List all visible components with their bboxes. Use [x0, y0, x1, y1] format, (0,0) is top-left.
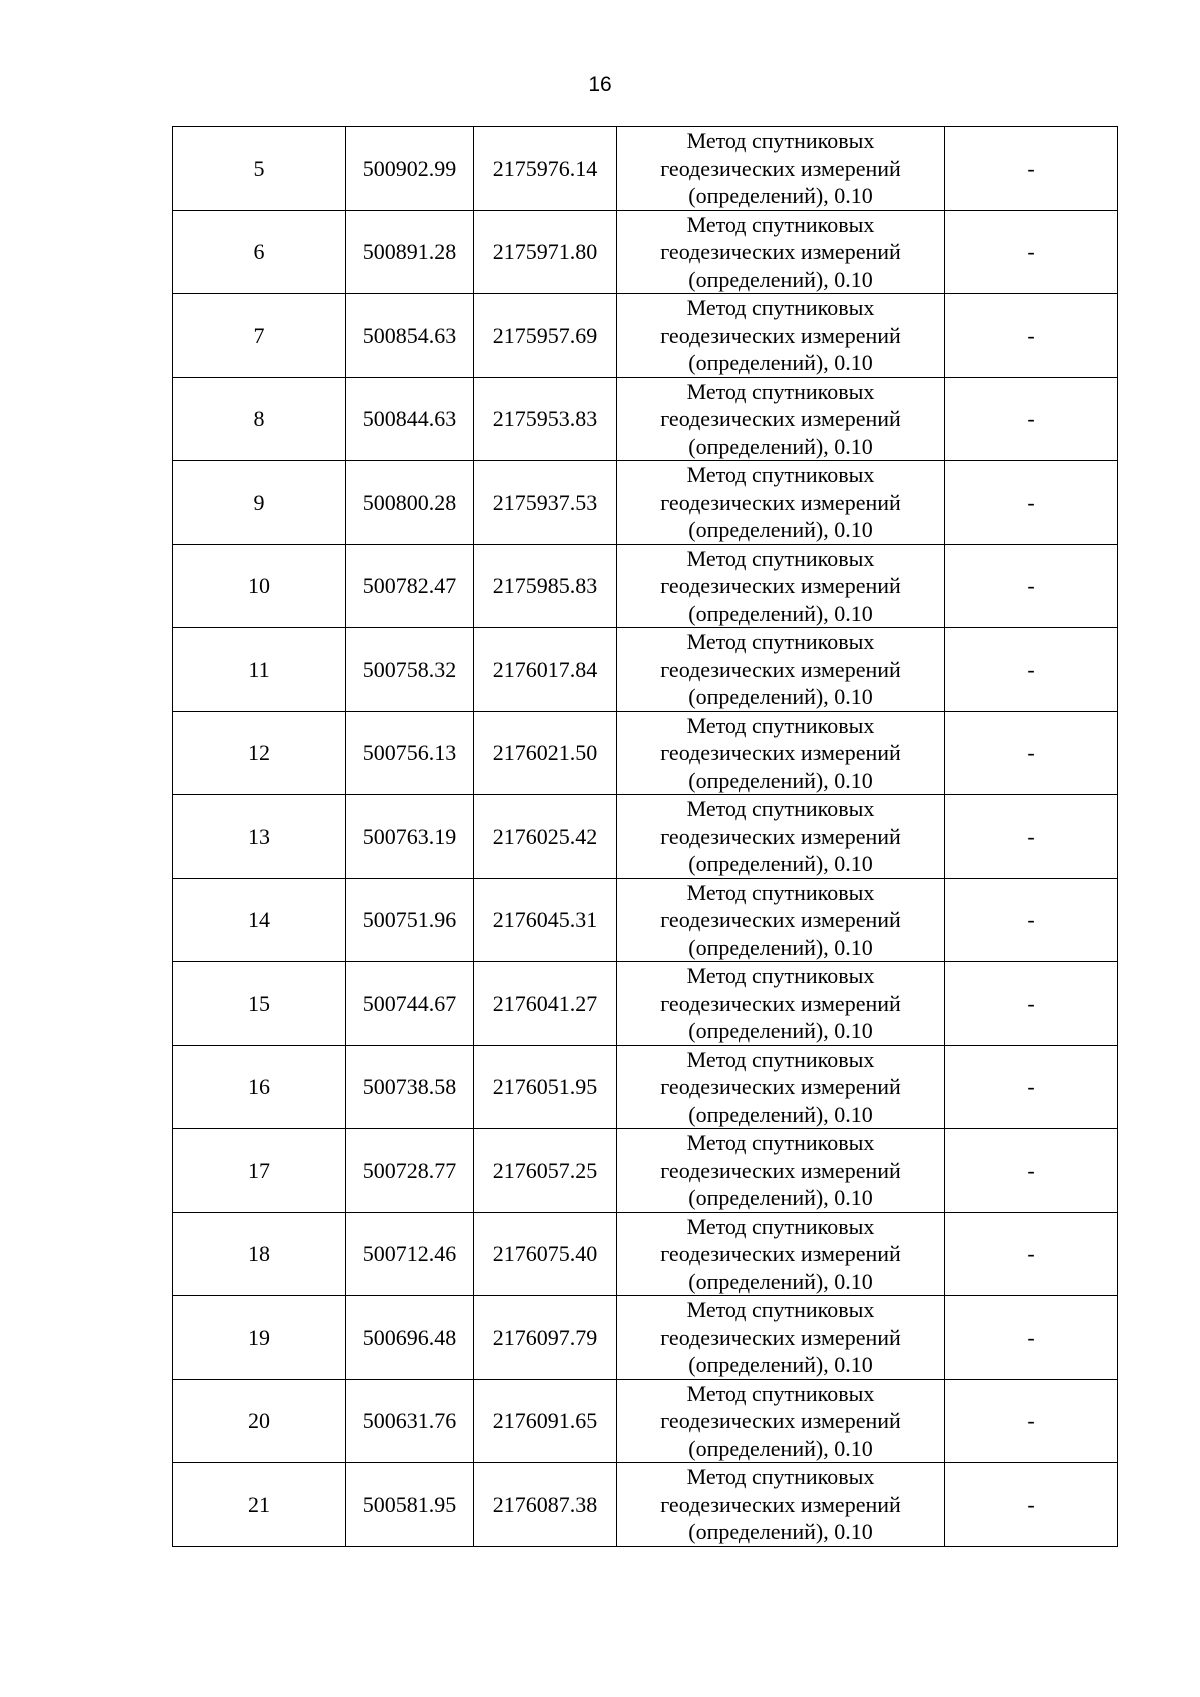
method-accuracy-cell	[617, 795, 945, 879]
y-coordinate-cell: 2175971.80	[474, 210, 617, 294]
point-number-cell: 9	[173, 461, 346, 545]
x-coordinate-cell: 500756.13	[346, 711, 474, 795]
note-cell: -	[945, 795, 1118, 879]
point-number-cell: 19	[173, 1296, 346, 1380]
method-accuracy-cell	[617, 628, 945, 712]
y-coordinate-cell: 2176087.38	[474, 1463, 617, 1547]
method-text-line: Метод спутниковых	[686, 1046, 875, 1072]
point-number-cell: 7	[173, 294, 346, 378]
page-number: 16	[588, 73, 612, 96]
method-text-line: (определений), 0.10	[688, 684, 873, 709]
method-accuracy-cell	[617, 210, 945, 294]
note-cell: -	[945, 544, 1118, 628]
x-coordinate-cell: 500758.32	[346, 628, 474, 712]
method-text-line: Метод спутниковых	[686, 629, 875, 654]
point-number-cell: 6	[173, 210, 346, 294]
x-coordinate-cell: 500844.63	[346, 377, 474, 461]
method-text-line: (определений), 0.10	[688, 1519, 873, 1544]
y-coordinate-cell: 2176045.31	[474, 878, 617, 962]
method-text-line: Метод спутниковых	[686, 128, 875, 153]
method-text-line: (определений), 0.10	[688, 851, 873, 876]
y-coordinate-cell: 2176097.79	[474, 1296, 617, 1380]
method-accuracy-cell	[617, 127, 945, 211]
method-accuracy-cell	[617, 1045, 945, 1129]
coordinates-table-body	[173, 127, 1118, 1547]
table-row	[173, 210, 1118, 294]
x-coordinate-cell: 500763.19	[346, 795, 474, 879]
note-cell: -	[945, 127, 1118, 211]
x-coordinate-cell: 500728.77	[346, 1129, 474, 1213]
point-number-cell: 18	[173, 1212, 346, 1296]
y-coordinate-cell: 2176051.95	[474, 1045, 617, 1129]
method-text-line: (определений), 0.10	[688, 1018, 873, 1043]
table-row	[173, 294, 1118, 378]
note-cell: -	[945, 461, 1118, 545]
table-row	[173, 1129, 1118, 1213]
point-number-cell: 11	[173, 628, 346, 712]
x-coordinate-cell: 500800.28	[346, 461, 474, 545]
method-text-line: Метод спутниковых	[686, 796, 875, 821]
y-coordinate-cell: 2176017.84	[474, 628, 617, 712]
note-cell: -	[945, 628, 1118, 712]
method-text-line: геодезических измерений	[660, 239, 901, 264]
method-text-line: геодезических измерений	[660, 489, 901, 515]
method-text-line: (определений), 0.10	[688, 934, 873, 960]
point-number-cell: 20	[173, 1379, 346, 1463]
method-text-line: (определений), 0.10	[688, 1268, 873, 1294]
method-text-line: (определений), 0.10	[688, 600, 873, 626]
method-text-line: (определений), 0.10	[688, 1435, 873, 1461]
method-text-line: (определений), 0.10	[688, 517, 873, 542]
y-coordinate-cell: 2176057.25	[474, 1129, 617, 1213]
note-cell: -	[945, 1296, 1118, 1380]
method-accuracy-cell	[617, 294, 945, 378]
y-coordinate-cell: 2176041.27	[474, 962, 617, 1046]
y-coordinate-cell: 2175976.14	[474, 127, 617, 211]
table-row	[173, 377, 1118, 461]
method-accuracy-cell	[617, 1296, 945, 1380]
method-text-line: (определений), 0.10	[688, 350, 873, 375]
table-row	[173, 1212, 1118, 1296]
point-number-cell: 10	[173, 544, 346, 628]
method-accuracy-cell	[617, 1463, 945, 1547]
coordinates-table	[172, 126, 1118, 1547]
method-text-line: геодезических измерений	[660, 1491, 901, 1517]
point-number-cell: 5	[173, 127, 346, 211]
method-text-line: Метод спутниковых	[686, 879, 875, 905]
y-coordinate-cell: 2176021.50	[474, 711, 617, 795]
point-number-cell: 21	[173, 1463, 346, 1547]
note-cell: -	[945, 878, 1118, 962]
y-coordinate-cell: 2176091.65	[474, 1379, 617, 1463]
method-text-line: (определений), 0.10	[688, 1185, 873, 1210]
note-cell: -	[945, 1212, 1118, 1296]
point-number-cell: 13	[173, 795, 346, 879]
method-text-line: геодезических измерений	[660, 1241, 901, 1266]
x-coordinate-cell: 500581.95	[346, 1463, 474, 1547]
method-accuracy-cell	[617, 711, 945, 795]
method-text-line: (определений), 0.10	[688, 183, 873, 208]
method-text-line: Метод спутниковых	[686, 211, 875, 237]
method-text-line: геодезических измерений	[660, 740, 901, 765]
method-text-line: Метод спутниковых	[686, 963, 875, 988]
y-coordinate-cell: 2175985.83	[474, 544, 617, 628]
table-row	[173, 1379, 1118, 1463]
table-row	[173, 544, 1118, 628]
method-text-line: геодезических измерений	[660, 656, 901, 682]
method-text-line: (определений), 0.10	[688, 1101, 873, 1127]
method-text-line: геодезических измерений	[660, 1157, 901, 1183]
method-accuracy-cell	[617, 1129, 945, 1213]
method-text-line: Метод спутниковых	[686, 1380, 875, 1406]
point-number-cell: 14	[173, 878, 346, 962]
x-coordinate-cell: 500712.46	[346, 1212, 474, 1296]
table-row	[173, 628, 1118, 712]
point-number-cell: 8	[173, 377, 346, 461]
y-coordinate-cell: 2175953.83	[474, 377, 617, 461]
x-coordinate-cell: 500891.28	[346, 210, 474, 294]
note-cell: -	[945, 1129, 1118, 1213]
method-text-line: геодезических измерений	[660, 907, 901, 932]
note-cell: -	[945, 210, 1118, 294]
method-text-line: Метод спутниковых	[686, 1464, 875, 1489]
note-cell: -	[945, 962, 1118, 1046]
y-coordinate-cell: 2176075.40	[474, 1212, 617, 1296]
method-text-line: Метод спутниковых	[686, 712, 875, 738]
method-accuracy-cell	[617, 377, 945, 461]
method-text-line: геодезических измерений	[660, 990, 901, 1016]
method-accuracy-cell	[617, 1379, 945, 1463]
note-cell: -	[945, 377, 1118, 461]
point-number-cell: 12	[173, 711, 346, 795]
method-text-line: Метод спутниковых	[686, 1213, 875, 1239]
method-text-line: геодезических измерений	[660, 1074, 901, 1099]
x-coordinate-cell: 500738.58	[346, 1045, 474, 1129]
method-text-line: (определений), 0.10	[688, 433, 873, 459]
method-accuracy-cell	[617, 962, 945, 1046]
method-text-line: Метод спутниковых	[686, 1130, 875, 1155]
method-text-line: геодезических измерений	[660, 155, 901, 181]
table-row	[173, 1296, 1118, 1380]
x-coordinate-cell: 500744.67	[346, 962, 474, 1046]
method-accuracy-cell	[617, 1212, 945, 1296]
table-row	[173, 127, 1118, 211]
note-cell: -	[945, 1463, 1118, 1547]
y-coordinate-cell: 2176025.42	[474, 795, 617, 879]
method-text-line: геодезических измерений	[660, 322, 901, 348]
method-text-line: (определений), 0.10	[688, 767, 873, 793]
table-row	[173, 711, 1118, 795]
point-number-cell: 16	[173, 1045, 346, 1129]
method-text-line: геодезических измерений	[660, 1324, 901, 1350]
note-cell: -	[945, 1379, 1118, 1463]
x-coordinate-cell: 500782.47	[346, 544, 474, 628]
table-row	[173, 795, 1118, 879]
point-number-cell: 17	[173, 1129, 346, 1213]
table-row	[173, 461, 1118, 545]
method-text-line: (определений), 0.10	[688, 266, 873, 292]
table-row	[173, 878, 1118, 962]
method-accuracy-cell	[617, 461, 945, 545]
method-accuracy-cell	[617, 544, 945, 628]
x-coordinate-cell: 500696.48	[346, 1296, 474, 1380]
method-text-line: Метод спутниковых	[686, 1297, 875, 1322]
x-coordinate-cell: 500751.96	[346, 878, 474, 962]
method-text-line: геодезических измерений	[660, 573, 901, 598]
method-text-line: геодезических измерений	[660, 1408, 901, 1433]
note-cell: -	[945, 711, 1118, 795]
table-row	[173, 1045, 1118, 1129]
point-number-cell: 15	[173, 962, 346, 1046]
x-coordinate-cell: 500631.76	[346, 1379, 474, 1463]
y-coordinate-cell: 2175937.53	[474, 461, 617, 545]
method-text-line: (определений), 0.10	[688, 1352, 873, 1377]
note-cell: -	[945, 1045, 1118, 1129]
method-accuracy-cell	[617, 878, 945, 962]
x-coordinate-cell: 500854.63	[346, 294, 474, 378]
table-row	[173, 1463, 1118, 1547]
method-text-line: Метод спутниковых	[686, 378, 875, 404]
method-text-line: геодезических измерений	[660, 823, 901, 849]
x-coordinate-cell: 500902.99	[346, 127, 474, 211]
method-text-line: Метод спутниковых	[686, 295, 875, 320]
method-text-line: Метод спутниковых	[686, 545, 875, 571]
table-row	[173, 962, 1118, 1046]
y-coordinate-cell: 2175957.69	[474, 294, 617, 378]
method-text-line: геодезических измерений	[660, 406, 901, 431]
method-text-line: Метод спутниковых	[686, 462, 875, 487]
note-cell: -	[945, 294, 1118, 378]
